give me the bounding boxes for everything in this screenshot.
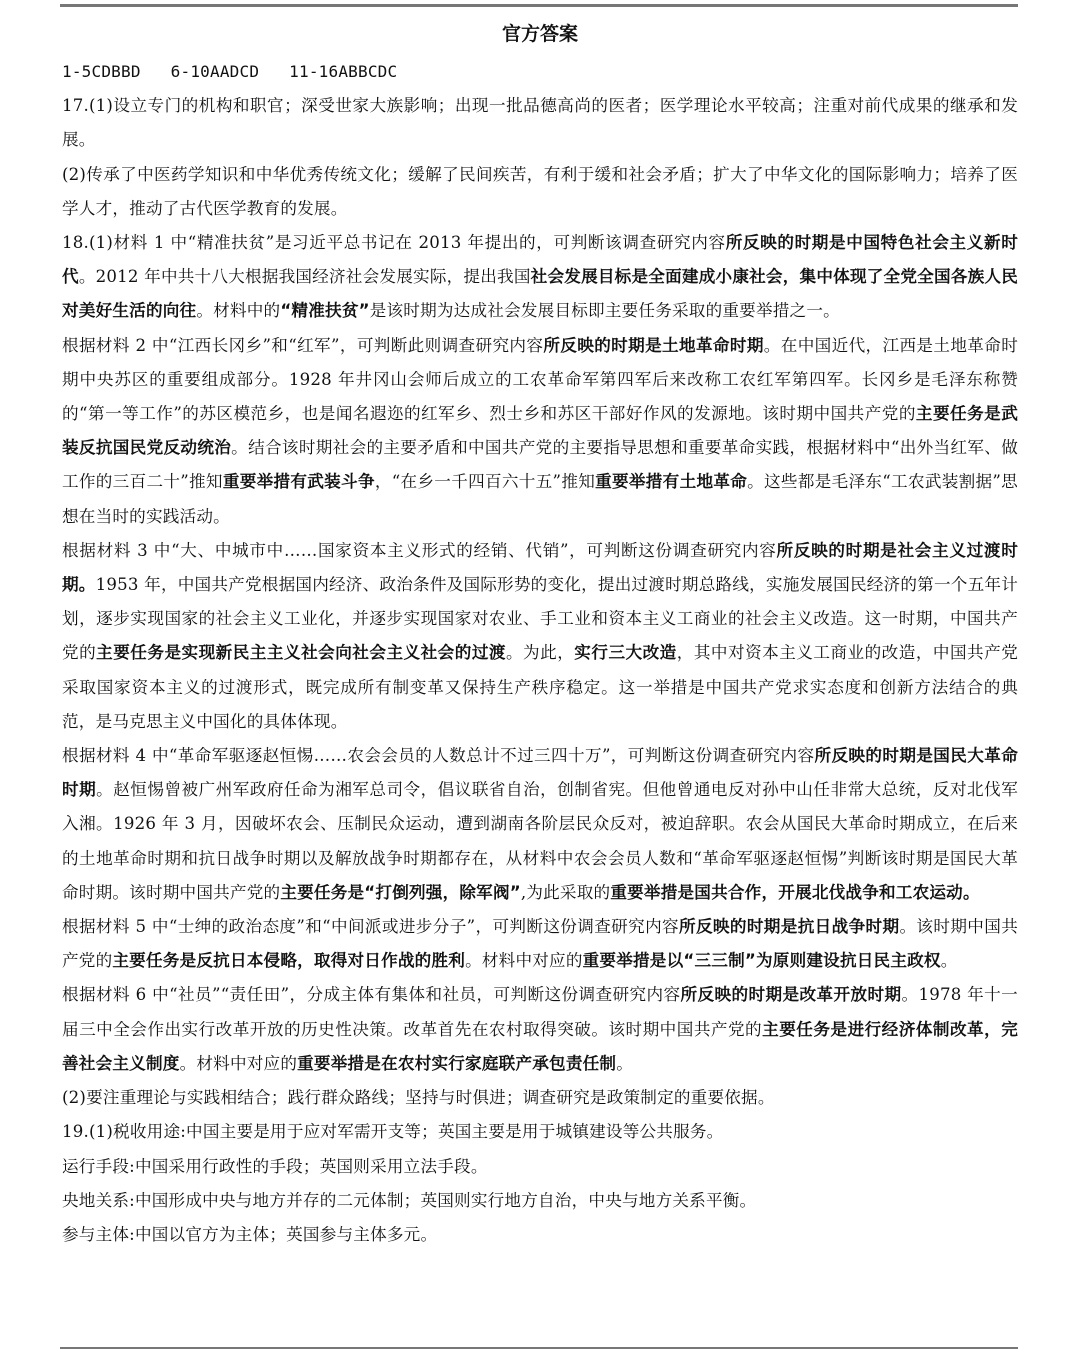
key-point: 主要任务是武装反抗国民党反动统治 (62, 404, 1018, 458)
text-run: 根据材料 6 中“社员”“责任田”，分成主体有集体和社员，可判断这份调查研究内容 (62, 985, 681, 1005)
mc-answers-1-5: 1-5CDBBD (62, 62, 141, 81)
text-run: 。 (940, 951, 958, 971)
answer-body (62, 55, 1018, 1252)
q17-part2: (2)传承了中医药学知识和中华优秀传统文化；缓解了民间疾苦，有利于缓和社会矛盾；扩大了中华文化的国际影响力；培养了医学人才，推动了古代医学教育的发展。 (62, 164, 1018, 218)
text-run: ，“在乡一千四百六十五”推知 (374, 472, 596, 492)
key-point: 主要任务是进行经济体制改革，完善社会主义制度 (62, 1019, 1019, 1073)
text-run: 。 (616, 1053, 634, 1073)
q18-material5 (62, 910, 1018, 978)
text-run: 根据材料 2 中“江西长冈乡”和“红军”，可判断此则调查研究内容 (62, 335, 544, 355)
text-run: 。材料中的 (196, 301, 281, 321)
q18-material2 (62, 329, 1018, 534)
page-title: 官方答案 (501, 23, 578, 45)
q19-line4: 参与主体:中国以官方为主体；英国参与主体多元。 (62, 1224, 438, 1244)
mc-answers-6-10: 6-10AADCD (170, 62, 260, 81)
text-run: 18.(1)材料 1 中“精准扶贫”是习近平总书记在 2013 年提出的，可判断该调查研究内容 (62, 233, 726, 253)
q18-material3 (62, 534, 1018, 739)
text-run: 是该时期为达成社会发展目标即主要任务采取的重要举措之一。 (369, 301, 840, 321)
text-run: ，其中对资本主义工商业的改造，中国共产党采取国家资本主义的过渡形式，既完成所有制变革又保持生产秩序稳定。这一举措是中国共产党求实态度和创新方法结合的典范，是马克思主义中国化的具体体现。 (62, 643, 1018, 731)
text-run: 。2012 年中共十八大根据我国经济社会发展实际，提出我国 (78, 267, 531, 287)
text-run: 。材料中对应的 (179, 1053, 298, 1073)
text-run: 。为此， (505, 643, 575, 663)
text-run: 。这些都是毛泽东“工农武装割据”思想在当时的实践活动。 (62, 472, 1018, 526)
key-point: “精准扶贫” (280, 301, 370, 321)
text-run: 。材料中对应的 (465, 951, 583, 971)
text-run: 。结合该时期社会的主要矛盾和中国共产党的主要指导思想和重要革命实践，根据材料中“出外当红军、做工作的三百二十”推知 (62, 438, 1018, 492)
text-run: 。该时期中国共产党的 (62, 917, 1018, 971)
key-point: 重要举措是国共合作，开展北伐战争和工农运动。 (610, 882, 980, 902)
text-run: 1953 年，中国共产党根据国内经济、政治条件及国际形势的变化，提出过渡时期总路线，实施发展国民经济的第一个五年计划，逐步实现国家的社会主义工业化，并逐步实现国家对农业、手工业和资本主义工商业的社会主义改造。这一时期，中国共产党的 (62, 575, 1019, 663)
key-point: 重要举措有武装斗争 (222, 472, 375, 492)
text-run: 。赵恒惕曾被广州军政府任命为湘军总司令，倡议联省自治，创制省宪。但他曾通电反对孙中山任非常大总统，反对北伐军入湘。1926 年 3 月，因破坏农会、压制民众运动，遭到湖南各阶层民众反对，被迫辞职。农会从国民大革命时期成立，在后来的土地革命时期和抗日战争时期以及解放战争时期都存在，从材料中农会会员人数和“革命军驱逐赵恒惕”判断该时期是国民大革命时期。该时期中国共产党的 (62, 780, 1018, 902)
key-point: 所反映的时期是国民大革命时期 (62, 746, 1018, 800)
key-point: 所反映的时期是抗日战争时期 (679, 917, 900, 937)
key-point: 实行三大改造 (574, 643, 677, 663)
key-point: 重要举措有土地革命 (595, 472, 748, 492)
key-point: 重要举措是在农村实行家庭联产承包责任制 (297, 1053, 617, 1073)
key-point: 主要任务是反抗日本侵略，取得对日作战的胜利 (112, 951, 466, 971)
key-point: 社会发展目标是全面建成小康社会，集中体现了全党全国各族人民对美好生活的向往 (62, 267, 1018, 321)
top-rule (60, 4, 1018, 7)
key-point: 主要任务是实现新民主主义社会向社会主义社会的过渡 (96, 643, 506, 663)
q19-line3: 央地关系:中国形成中央与地方并存的二元体制；英国则实行地方自治，中央与地方关系平衡。 (62, 1190, 757, 1210)
text-run: ,为此采取的 (520, 882, 611, 902)
mc-answers (62, 55, 1018, 89)
text-run: 根据材料 3 中“大、中城市中……国家资本主义形式的经销、代销”，可判断这份调查研究内容 (62, 540, 777, 560)
bottom-rule (60, 1347, 1018, 1349)
key-point: 重要举措是以“三三制”为原则建设抗日民主政权 (582, 951, 941, 971)
text-run: 。1978 年十一届三中全会作出实行改革开放的历史性决策。改革首先在农村取得突破。该时期中国共产党的 (62, 985, 1018, 1039)
key-point: 所反映的时期是社会主义过渡时期。 (62, 540, 1018, 595)
text-run: 根据材料 4 中“革命军驱逐赵恒惕……农会会员的人数总计不过三四十万”，可判断这份调查研究内容 (62, 746, 815, 766)
q18-material6 (62, 978, 1018, 1081)
text-run: 。在中国近代，江西是土地革命时期中央苏区的重要组成部分。1928 年井冈山会师后成立的工农革命军第四军后来改称工农红军第四军。长冈乡是毛泽东称赞的“第一等工作”的苏区模范乡，也是闻名遐迩的红军乡、烈士乡和苏区干部好作风的发源地。该时期中国共产党的 (62, 335, 1018, 424)
key-point: 主要任务是“打倒列强，除军阀” (280, 882, 521, 902)
key-point: 所反映的时期是土地革命时期 (543, 335, 764, 355)
q17-part1: 17.(1)设立专门的机构和职官；深受世家大族影响；出现一批品德高尚的医者；医学理论水平较高；注重对前代成果的继承和发展。 (62, 96, 1018, 150)
q19-line1: 19.(1)税收用途:中国主要是用于应对军需开支等；英国主要是用于城镇建设等公共服务。 (62, 1122, 724, 1142)
q18-material1 (62, 226, 1018, 329)
q18-part2: (2)要注重理论与实践相结合；践行群众路线；坚持与时俱进；调查研究是政策制定的重要依据。 (62, 1088, 775, 1108)
key-point: 所反映的时期是中国特色社会主义新时代 (62, 233, 1018, 287)
q19-line2: 运行手段:中国采用行政性的手段；英国则采用立法手段。 (62, 1156, 488, 1176)
key-point: 所反映的时期是改革开放时期 (680, 985, 902, 1005)
q18-material4 (62, 739, 1018, 910)
text-run: 根据材料 5 中“士绅的政治态度”和“中间派或进步分子”，可判断这份调查研究内容 (62, 917, 679, 937)
mc-answers-11-16: 11-16ABBCDC (289, 62, 398, 81)
